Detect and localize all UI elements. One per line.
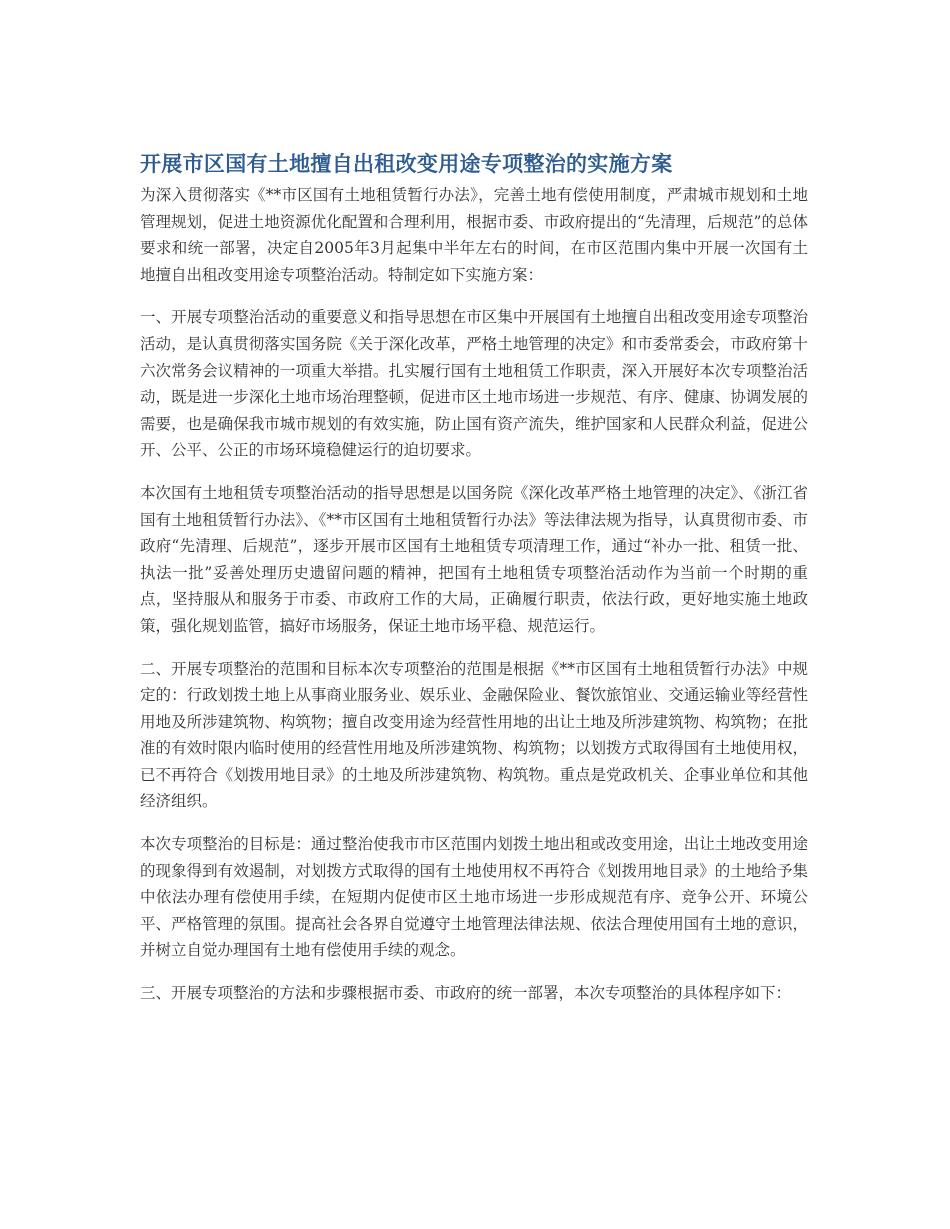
- paragraph-section-2: 二、开展专项整治的范围和目标本次专项整治的范围是根据《**市区国有土地租赁暂行办法》中规定的：行政划拨土地上从事商业服务业、娱乐业、金融保险业、餐饮旅馆业、交通运输业等经营性用地及所涉建筑物、构筑物；擅自改变用途为经营性用地的出让土地及所涉建筑物、构筑物；在批准的有效时限内临时使用的经营性用地及所涉建筑物、构筑物；以划拨方式取得国有土地使用权，已不再符合《划拨用地目录》的土地及所涉建筑物、构筑物。重点是党政机关、企事业单位和其他经济组织。: [140, 659, 808, 811]
- paragraph-section-3: 三、开展专项整治的方法和步骤根据市委、市政府的统一部署，本次专项整治的具体程序如下：: [140, 984, 792, 1003]
- paragraph-section-1: 一、开展专项整治活动的重要意义和指导思想在市区集中开展国有土地擅自出租改变用途专项整治活动，是认真贯彻落实国务院《关于深化改革，严格土地管理的决定》和市委常委会，市政府第十六次常务会议精神的一项重大举措。扎实履行国有土地租赁工作职责，深入开展好本次专项整治活动，既是进一步深化土地市场治理整顿，促进市区土地市场进一步规范、有序、健康、协调发展的需要，也是确保我市城市规划的有效实施，防止国有资产流失，维护国家和人民群众利益，促进公开、公平、公正的市场环境稳健运行的迫切要求。: [140, 308, 808, 460]
- paragraph-intro: 为深入贯彻落实《**市区国有土地租赁暂行办法》，完善土地有偿使用制度，严肃城市规划和土地管理规划，促进土地资源优化配置和合理利用，根据市委、市政府提出的“先清理，后规范”的总体要求和统一部署，决定自2005年3月起集中半年左右的时间，在市区范围内集中开展一次国有土地擅自出租改变用途专项整治活动。特制定如下实施方案：: [140, 186, 808, 284]
- paragraph-goals: 本次专项整治的目标是：通过整治使我市市区范围内划拨土地出租或改变用途，出让土地改变用途的现象得到有效遏制，对划拨方式取得的国有土地使用权不再符合《划拨用地目录》的土地给予集中依法办理有偿使用手续，在短期内促使市区土地市场进一步形成规范有序、竞争公开、环境公平、严格管理的氛围。提高社会各界自觉遵守土地管理法律法规、依法合理使用国有土地的意识，并树立自觉办理国有土地有偿使用手续的观念。: [140, 835, 808, 960]
- paragraph-guiding-thought: 本次国有土地租赁专项整治活动的指导思想是以国务院《深化改革严格土地管理的决定》、《浙江省国有土地租赁暂行办法》、《**市区国有土地租赁暂行办法》等法律法规为指导，认真贯彻市委、市政府“先清理、后规范”，逐步开展市区国有土地租赁专项清理工作，通过“补办一批、租赁一批、执法一批”妥善处理历史遗留问题的精神，把国有土地租赁专项整治活动作为当前一个时期的重点，坚持服从和服务于市委、市政府工作的大局，正确履行职责，依法行政，更好地实施土地政策，强化规划监管，搞好市场服务，保证土地市场平稳、规范运行。: [140, 483, 808, 635]
- document-title: 开展市区国有土地擅自出租改变用途专项整治的实施方案: [140, 152, 673, 176]
- document-page: [140, 148, 808, 1023]
